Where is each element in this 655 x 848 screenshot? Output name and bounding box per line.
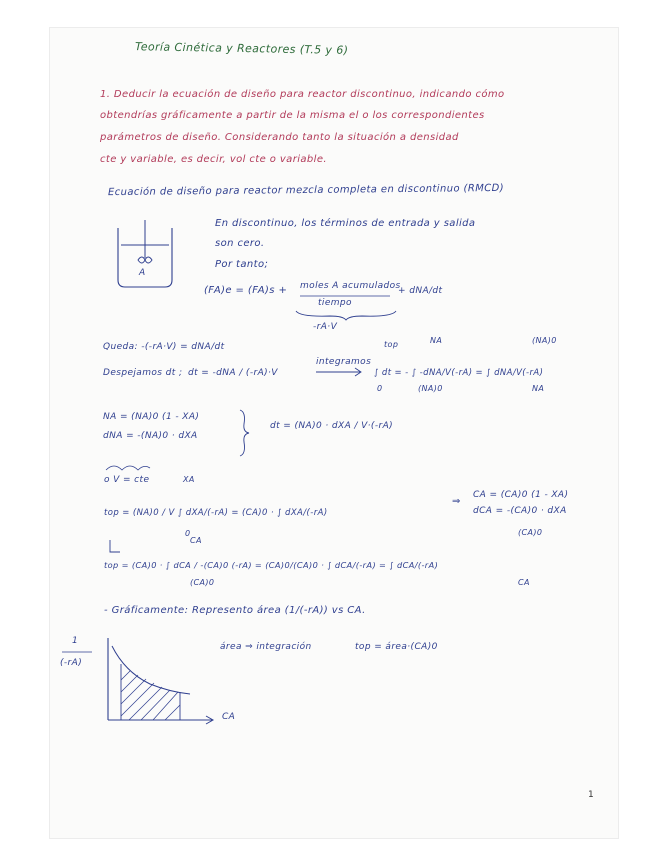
conv-dna: dNA = -(NA)0 · dXA (103, 431, 198, 441)
vcte-int-top: XA (183, 475, 195, 484)
top2-hook-arrow (110, 540, 120, 552)
question-line-1: 1. Deducir la ecuación de diseño para reactor discontinuo, indicando cómo (100, 89, 505, 100)
despejo-tlim-top: top (384, 340, 399, 349)
balance-left: (FA)e = (FA)s + (204, 285, 288, 296)
queda-expression: Queda: -(-rA·V) = dNA/dt (103, 342, 225, 352)
graph-hatched-area (121, 671, 180, 720)
page-title: Teoría Cinética y Reactores (T.5 y 6) (134, 40, 349, 57)
vcte-int-bottom: 0 (185, 529, 191, 538)
vcte-ca: CA = (CA)0 (1 - XA) (473, 490, 569, 500)
intro-por-tanto: Por tanto; (215, 259, 269, 270)
conv-na: NA = (NA)0 (1 - XA) (103, 412, 200, 422)
balance-underbrace (296, 311, 396, 320)
conversion-brace (240, 410, 249, 456)
graf-area: área ⇒ integración (220, 642, 312, 652)
section-heading: Ecuación de diseño para reactor mezcla completa en discontinuo (RMCD) (107, 182, 505, 199)
top2-lim-top: CA (190, 536, 202, 545)
vcte-dca: dCA = -(CA)0 · dXA (473, 506, 567, 516)
intro-line-1: En discontinuo, los términos de entrada y salida (215, 218, 476, 229)
balance-accum-bottom: tiempo (318, 298, 352, 308)
question-line-2: obtendrías gráficamente a partir de la misma el o los correspondientes (100, 110, 485, 121)
despejo-label: Despejamos dt ; (103, 368, 183, 378)
page-number: 1 (588, 790, 594, 800)
reactor-label: A (139, 268, 146, 278)
balance-accum-top: moles A acumulados (300, 281, 401, 291)
question-line-3: parámetros de diseño. Considerando tanto la situación a densidad (100, 132, 459, 143)
graf-line: - Gráficamente: Represento área (1/(-rA)) vs CA. (104, 605, 366, 616)
top2-expression: top = (CA)0 · ∫ dCA / -(CA)0 (-rA) = (CA)0/(CA)0 · ∫ dCA/(-rA) = ∫ dCA/(-rA) (104, 560, 439, 570)
despejo-integral: ∫ dt = - ∫ -dNA/V(-rA) = ∫ dNA/V(-rA) (374, 368, 544, 378)
top2-lim2-top: (CA)0 (518, 528, 543, 537)
conv-dt: dt = (NA)0 · dXA / V·(-rA) (270, 421, 394, 431)
despejo-lim2-bottom: NA (532, 384, 545, 393)
despejo-lim-top: NA (430, 336, 443, 345)
graf-ylabel-num: 1 (72, 636, 79, 646)
graf-xlabel: CA (222, 712, 236, 722)
despejo-arrow-label: integramos (316, 357, 372, 367)
vcte-label: o V = cte (104, 475, 150, 485)
balance-plus: + dNA/dt (398, 286, 443, 296)
graf-ylabel-den: (-rA) (60, 658, 83, 668)
graf-top-area: top = área·(CA)0 (355, 642, 438, 652)
question-line-4: cte y variable, es decir, vol cte o variable. (100, 154, 327, 165)
top2-lim2-bottom: CA (518, 578, 530, 587)
despejo-expression: dt = -dNA / (-rA)·V (188, 368, 278, 378)
despejo-lim2-top: (NA)0 (532, 336, 557, 345)
despejo-lim-bottom: (NA)0 (418, 384, 443, 393)
vcte-swirl (106, 466, 150, 470)
top2-lim-bottom: (CA)0 (190, 578, 215, 587)
vcte-top-expression: top = (NA)0 / V ∫ dXA/(-rA) = (CA)0 · ∫ dXA/(-rA) (104, 508, 328, 518)
vcte-implies: ⇒ (452, 496, 461, 507)
graph-curve (112, 646, 190, 694)
despejo-tlim-bottom: 0 (377, 384, 383, 393)
balance-under: -rA·V (313, 322, 338, 332)
intro-line-2: son cero. (215, 238, 265, 249)
